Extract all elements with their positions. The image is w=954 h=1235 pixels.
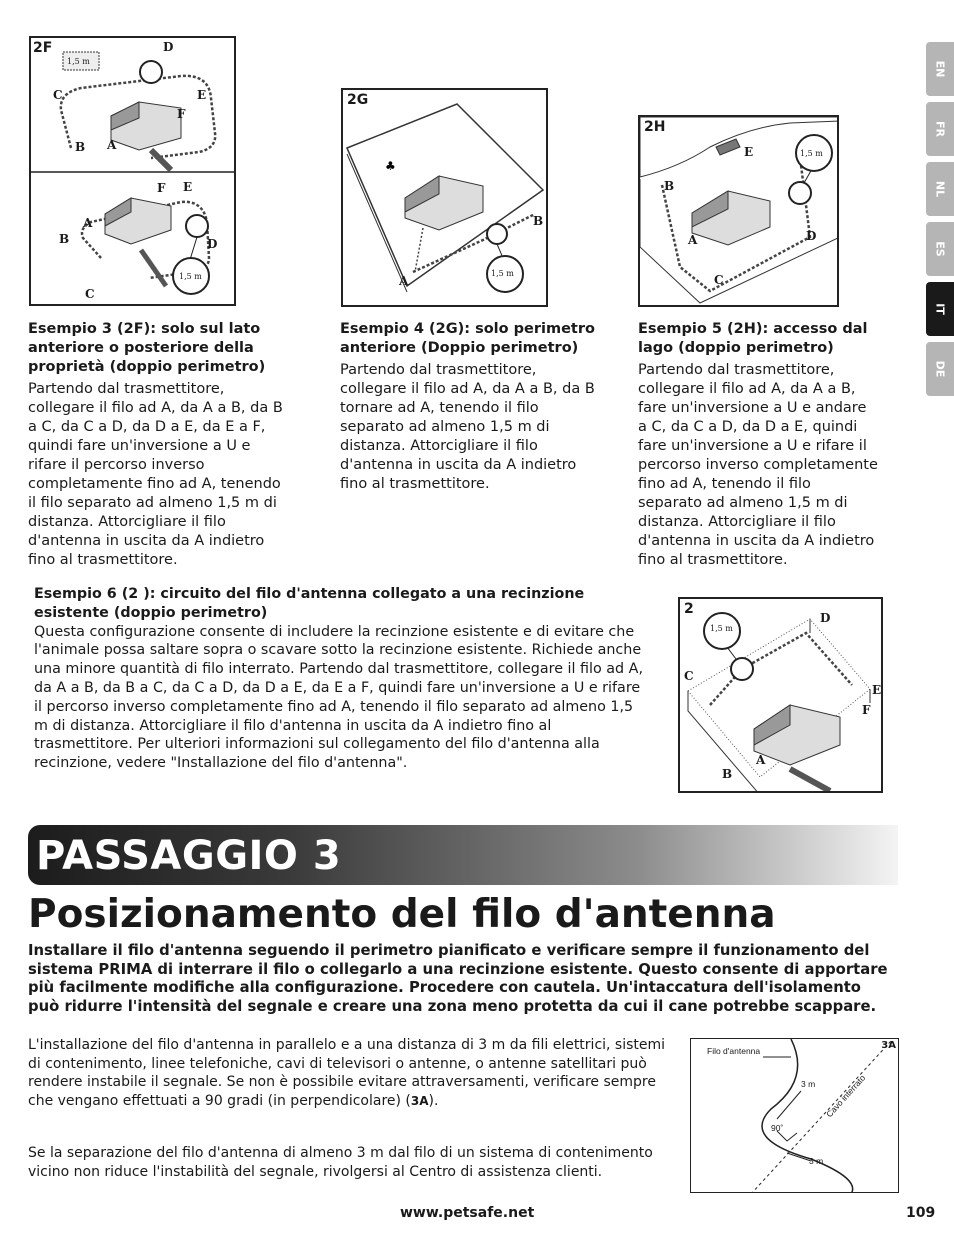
point-2-e: E xyxy=(872,683,882,697)
figure-2h-distance: 1,5 m xyxy=(800,149,823,158)
wire-label: Filo d'antenna xyxy=(707,1046,761,1056)
language-tabs xyxy=(926,42,954,402)
tab-nl[interactable] xyxy=(926,162,954,216)
tab-de[interactable] xyxy=(926,342,954,396)
example-6-title: Esempio 6 (2 ): circuito del filo d'antenna collegato a una recinzione esistente (doppio perimetro) xyxy=(34,586,585,621)
figure-2f-label: 2F xyxy=(33,40,53,56)
tab-en-label: EN xyxy=(933,60,947,78)
example-6-body: Questa configurazione consente di includere la recinzione esistente e di evitare che l'animale possa saltare sopra o scavare sotto la recinzione esistente. Richiede anche una minore quantità di filo interrato. Partendo dal trasmettitore, collegare il filo ad A, da A a B, da B a C, da C a D, da D a E, da E a F, quindi fare un'inversione a U e rifare il percorso inverso completamente fino ad A, tenendo il filo separato ad almeno 1,5 m di distanza. Attorcigliare il filo d'antenna in uscita da A indietro fino al trasmettitore. Per ulteriori informazioni sul collegamento del filo d'antenna alla recinzione, vedere "Installazione del filo d'antenna". xyxy=(34,623,643,772)
point-2f-bottom-c: C xyxy=(85,287,95,301)
example-3 xyxy=(28,320,283,570)
tab-fr[interactable] xyxy=(926,102,954,156)
figure-2g xyxy=(341,88,548,307)
point-2g-b: B xyxy=(533,214,544,228)
step-banner xyxy=(28,825,898,885)
paragraph-interference-end: ). xyxy=(428,1092,439,1109)
point-2h-d: D xyxy=(806,229,817,243)
point-2-d: D xyxy=(820,611,831,625)
point-2h-c: C xyxy=(714,273,724,287)
point-2h-a: A xyxy=(688,233,698,247)
point-2h-e: E xyxy=(744,145,754,159)
point-2f-top-c: C xyxy=(53,88,63,102)
tab-it-label: IT xyxy=(933,303,947,315)
distance-label-2: 3 m xyxy=(809,1156,824,1166)
example-5 xyxy=(638,320,878,570)
paragraph-interference-text: L'installazione del filo d'antenna in parallelo e a una distanza di 3 m da fili elettrici, sistemi di contenimento, linee telefoniche, cavi di televisori o antenne, o antenne satellitari può rendere instabile il segnale. Se non è possibile evitare attraversamenti, verificare sempre che vengano effettuati a 90 gradi (in perpendicolare) ( xyxy=(28,1037,666,1109)
figure-2f xyxy=(29,36,236,306)
figure-3a xyxy=(690,1038,899,1193)
point-2f-top-e: E xyxy=(197,88,207,102)
buried-cable-label: Cavo interrato xyxy=(824,1072,868,1120)
example-4-body: Partendo dal trasmettitore, collegare il filo ad A, da A a B, da B tornare ad A, tenendo il filo separato ad almeno 1,5 m di distanza. Attorcigliare il filo d'antenna in uscita da A indietro fino al trasmettitore. xyxy=(340,362,595,492)
point-2-c: C xyxy=(684,669,694,683)
page-heading: Posizionamento del filo d'antenna xyxy=(28,892,776,937)
example-6 xyxy=(34,585,646,773)
point-2h-b: B xyxy=(664,179,675,193)
point-2f-bottom-d: D xyxy=(207,237,218,251)
paragraph-support: Se la separazione del filo d'antenna di almeno 3 m dal filo di un sistema di contenimento vicino non riduce l'instabilità del segnale, rivolgersi al Centro di assistenza clienti. xyxy=(28,1145,653,1180)
point-2f-top-b: B xyxy=(75,140,86,154)
figure-2h xyxy=(638,115,839,307)
tab-fr-label: FR xyxy=(933,121,947,137)
paragraph-interference xyxy=(28,1036,680,1110)
point-2f-bottom-f: F xyxy=(157,181,166,195)
point-2f-bottom-a: A xyxy=(83,216,93,230)
tab-es[interactable] xyxy=(926,222,954,276)
example-5-title: Esempio 5 (2H): accesso dal lago (doppio perimetro) xyxy=(638,321,868,356)
angle-label: 90˚ xyxy=(771,1123,784,1133)
step-banner-title: PASSAGGIO 3 xyxy=(36,833,342,879)
example-3-body: Partendo dal trasmettitore, collegare il filo ad A, da A a B, da B a C, da C a D, da D a E, da E a F, quindi fare un'inversione a U e rifare il percorso inverso completamente fino ad A, tenendo il filo separato ad almeno 1,5 m di distanza. Attorcigliare il filo d'antenna in uscita da A indietro fino al trasmettitore. xyxy=(28,381,283,568)
tab-en[interactable] xyxy=(926,42,954,96)
point-2f-top-a: A xyxy=(107,138,117,152)
tab-es-label: ES xyxy=(933,241,947,257)
warning-text: Installare il filo d'antenna seguendo il perimetro pianificato e verificare sempre il funzionamento del sistema PRIMA di interrare il filo o collegarlo a una recinzione esistente. Questo consente di apportare più facilmente modifiche alla configurazione. Procedere con cautela. Un'intaccatura dell'isolamento può ridurre l'intensità del segnale e creare una zona meno protetta da cui il cane potrebbe scappare. xyxy=(28,942,888,1015)
figure-2f-distance-top: 1,5 m xyxy=(67,57,90,66)
svg-text:♣: ♣ xyxy=(385,159,396,173)
figure-2g-drawing xyxy=(343,90,548,307)
example-4-title: Esempio 4 (2G): solo perimetro anteriore (Doppio perimetro) xyxy=(340,321,595,356)
example-4 xyxy=(340,320,598,494)
point-2f-top-f: F xyxy=(177,107,186,121)
footer-url[interactable]: www.petsafe.net xyxy=(400,1205,535,1221)
tab-it[interactable] xyxy=(926,282,954,336)
point-2f-bottom-b: B xyxy=(59,232,70,246)
point-2g-a: A xyxy=(399,274,409,288)
figure-ref-3a: 3A xyxy=(410,1093,429,1108)
point-2-b: B xyxy=(722,767,733,781)
figure-3a-label: 3A xyxy=(881,1040,896,1051)
point-2f-top-d: D xyxy=(163,40,174,54)
figure-2-distance: 1,5 m xyxy=(710,624,733,633)
distance-label-1: 3 m xyxy=(801,1079,816,1089)
tab-de-label: DE xyxy=(933,360,947,378)
figure-3a-drawing xyxy=(691,1039,899,1193)
page-number: 109 xyxy=(906,1205,936,1221)
figure-2g-label: 2G xyxy=(347,92,369,108)
example-3-title: Esempio 3 (2F): solo sul lato anteriore o posteriore della proprietà (doppio perimetro) xyxy=(28,321,266,375)
figure-2g-distance: 1,5 m xyxy=(491,269,514,278)
figure-2f-drawing xyxy=(31,38,236,306)
tab-nl-label: NL xyxy=(933,180,947,198)
figure-2h-drawing xyxy=(640,117,839,307)
figure-2h-label: 2H xyxy=(644,119,666,135)
figure-2-label: 2 xyxy=(684,601,694,617)
point-2-a: A xyxy=(756,753,766,767)
figure-2f-distance-bottom: 1,5 m xyxy=(179,272,202,281)
point-2-f: F xyxy=(862,703,871,717)
point-2f-bottom-e: E xyxy=(183,180,193,194)
example-5-body: Partendo dal trasmettitore, collegare il filo ad A, da A a B, fare un'inversione a U e andare a C, da C a D, da D a E, quindi fare un'inversione a U e rifare il percorso inverso completamente fino ad A, tenendo il filo separato ad almeno 1,5 m di distanza. Attorcigliare il filo d'antenna in uscita da A indietro fino al trasmettitore. xyxy=(638,362,878,568)
figure-2 xyxy=(678,597,883,793)
